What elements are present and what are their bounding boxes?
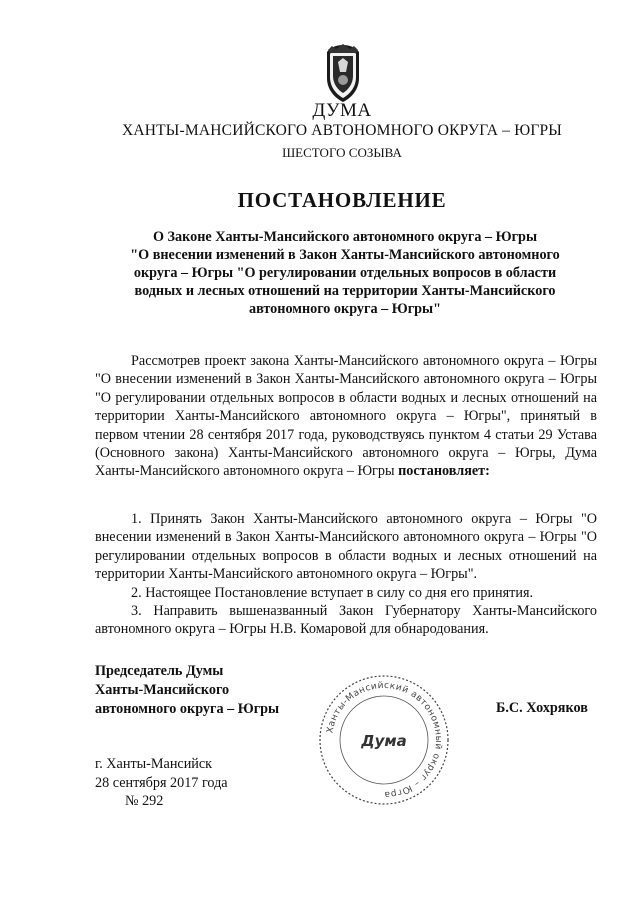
subject-line: округа – Югры "О регулировании отдельных вопросов в области — [133, 265, 557, 281]
place-date-number — [95, 755, 228, 811]
preamble-text: Рассмотрев проект закона Ханты-Мансийского автономного округа – Югры "О внесении изменений в Закон Ханты-Мансийского автономного округа – Югры "О регулировании отдельных вопросов в области водных и лесных отношений на территории Ханты-Мансийского автономного округа – Югры", принятый в первом чтении 28 сентября 2017 года, руководствуясь пунктом 4 статьи 29 Устава (Основного закона) Ханты-Мансийского автономного округа – Югры, Дума Ханты-Мансийского автономного округа – Югры — [95, 353, 597, 480]
signatory-position — [95, 662, 279, 719]
convocation: ШЕСТОГО СОЗЫВА — [282, 145, 402, 160]
coat-of-arms-emblem — [318, 42, 368, 104]
position-line: автономного округа – Югры — [95, 701, 280, 717]
resolution-item: 1. Принять Закон Ханты-Мансийского автономного округа – Югры "О внесении изменений в Закон Ханты-Мансийского автономного округа – Югры "О регулировании отдельных вопросов в области водных и лесных отношений на территории Ханты-Мансийского автономного округа – Югры". — [95, 511, 597, 583]
seal-center-text: Дума — [361, 732, 407, 750]
resolution-item: 3. Направить вышеназванный Закон Губернатору Ханты-Мансийского автономного округа – Югры Н.В. Комаровой для обнародования. — [95, 603, 597, 638]
organization-name: ХАНТЫ-МАНСИЙСКОГО АВТОНОМНОГО ОКРУГА – ЮГРЫ — [121, 122, 563, 139]
position-line: Председатель Думы — [95, 663, 224, 679]
subject-line: О Законе Ханты-Мансийского автономного округа – Югры — [152, 229, 538, 245]
duma-title: ДУМА — [312, 100, 372, 121]
document-type-heading: ПОСТАНОВЛЕНИЕ — [237, 188, 447, 212]
document-date: 28 сентября 2017 года — [95, 774, 228, 791]
official-seal — [314, 670, 454, 810]
position-line: Ханты-Мансийского — [95, 682, 230, 698]
seal-ring-text: Ханты-Мансийский автономный округ – Югра — [325, 680, 444, 800]
resolution-items — [95, 510, 597, 639]
preamble-paragraph — [95, 352, 597, 481]
resolution-item: 2. Настоящее Постановление вступает в силу со дня его принятия. — [131, 584, 534, 601]
resolves-word: постановляет: — [398, 463, 490, 480]
subject-line: "О внесении изменений в Закон Ханты-Мансийского автономного — [130, 247, 560, 263]
document-subject — [110, 228, 580, 318]
city: г. Ханты-Мансийск — [95, 756, 213, 772]
document-number: № 292 — [125, 793, 164, 809]
subject-line: водных и лесных отношений на территории Ханты-Мансийского — [134, 283, 556, 299]
signer-name: Б.С. Хохряков — [496, 700, 588, 716]
subject-line: автономного округа – Югры" — [249, 301, 441, 317]
